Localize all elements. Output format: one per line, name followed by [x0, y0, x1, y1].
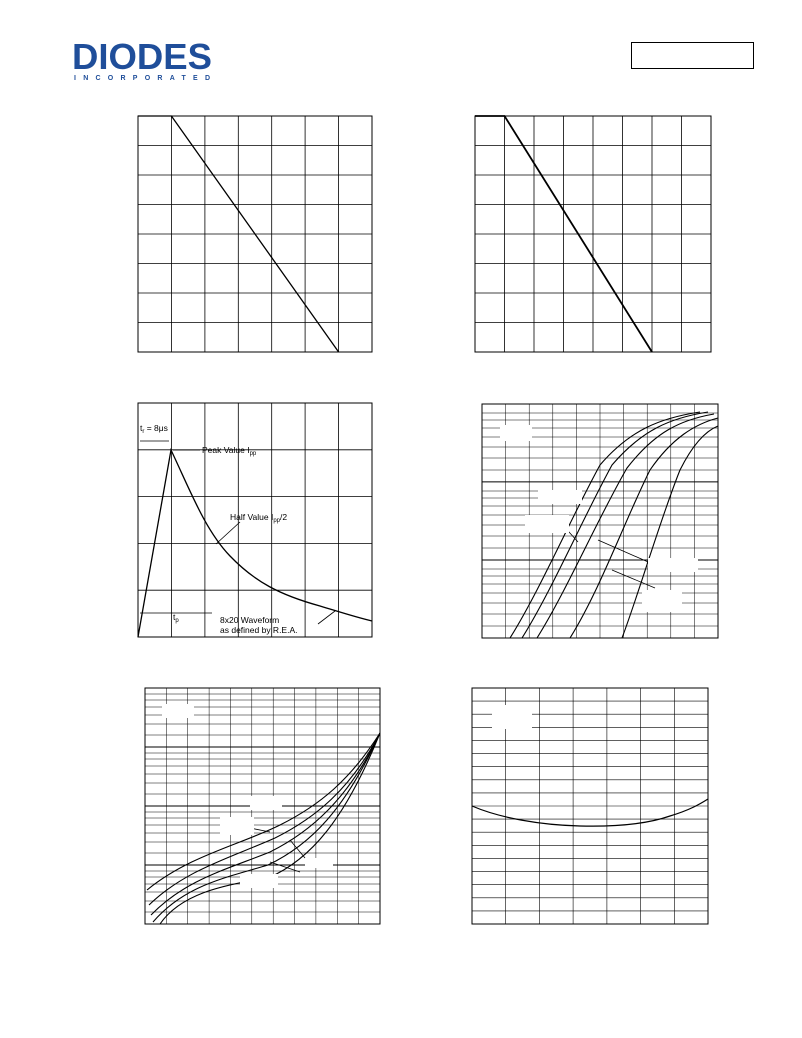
half-leader	[216, 522, 240, 544]
blank-label-masks	[162, 425, 698, 888]
fig5-mask	[162, 704, 194, 718]
fig4-leaders	[560, 522, 655, 588]
fig5-mask	[250, 796, 282, 810]
waveform-leader	[318, 611, 335, 624]
fig5-mask	[220, 817, 254, 835]
fig6-mask	[492, 705, 532, 729]
tp-label: $t_p$	[173, 612, 179, 624]
fig5-series	[153, 733, 380, 922]
fig4-leader	[612, 570, 655, 588]
fig3-chart	[138, 403, 372, 637]
waveform-label-1: 8x20 Waveform	[220, 615, 280, 625]
fig5-series	[160, 733, 380, 924]
fig2-chart	[475, 116, 711, 352]
fig1-chart	[138, 116, 372, 352]
fig4-mask	[642, 590, 682, 612]
fig5-leader	[270, 862, 300, 872]
logo-wordmark: DIODES	[72, 38, 212, 77]
fig3-annotation-lines	[140, 441, 335, 624]
fig4-mask	[525, 515, 569, 533]
fig6-curve	[472, 799, 708, 826]
fig5-mask	[305, 858, 333, 868]
fig5-curves	[147, 733, 380, 924]
waveform-label-2: as defined by R.E.A.	[220, 625, 298, 635]
fig4-mask	[538, 490, 582, 504]
peak-label: Peak Value $I_{pp}$	[202, 445, 257, 457]
half-label: Half Value $I_{pp}/2$	[230, 512, 288, 524]
tr-label: $t_r = 8\mu s$	[140, 423, 168, 435]
fig4-mask	[648, 558, 698, 572]
fig4-leader	[598, 540, 655, 565]
fig4-mask	[500, 425, 532, 441]
fig5-mask	[240, 874, 278, 888]
fig2-grid	[475, 116, 711, 352]
logo-subtext: INCORPORATED	[74, 75, 210, 82]
